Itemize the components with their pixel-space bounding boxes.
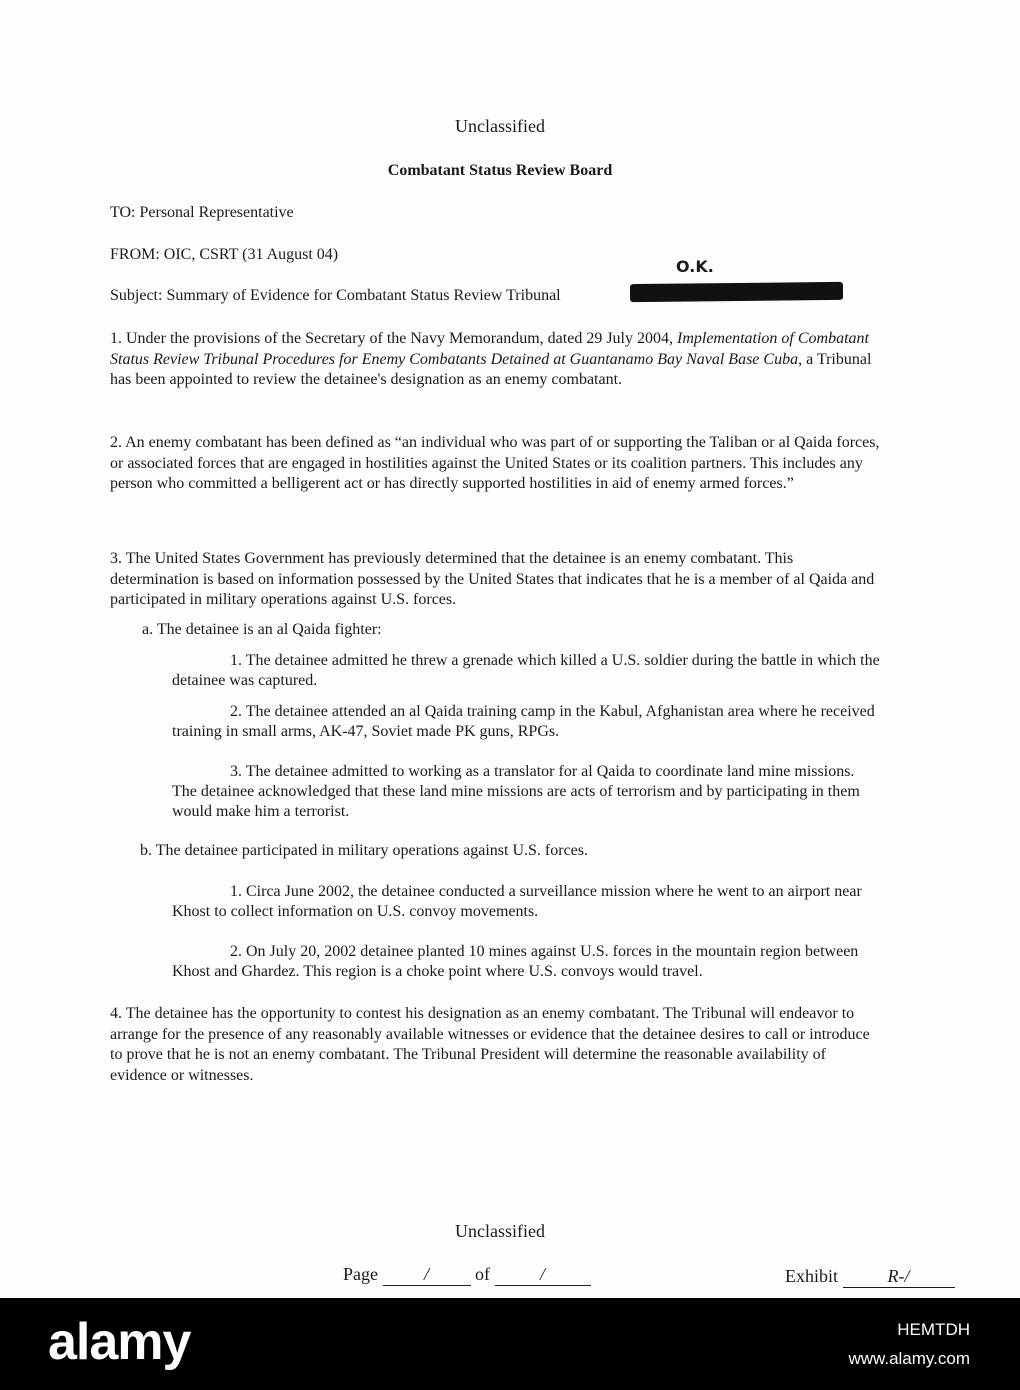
exhibit-value: R-/ (843, 1266, 955, 1288)
page-indicator (343, 1264, 591, 1286)
section-b-heading: b. The detainee participated in military operations against U.S. forces. (140, 842, 589, 859)
section-a-heading: a. The detainee is an al Qaida fighter: (142, 621, 382, 638)
redaction-bar (630, 282, 843, 302)
exhibit-label: Exhibit (785, 1266, 838, 1286)
memo-to: TO: Personal Representative (110, 204, 294, 221)
section-a-item-3: 3. The detainee admitted to working as a translator for al Qaida to coordinate land mine missions. The detainee acknowledged that these land mine missions are acts of terrorism and by participating in them would make him a terrorist. (172, 763, 860, 820)
memo-from: FROM: OIC, CSRT (31 August 04) (110, 246, 339, 263)
exhibit-indicator (785, 1266, 955, 1288)
paragraph-2: 2. An enemy combatant has been defined as “an individual who was part of or supporting the Taliban or al Qaida forces, or associated forces that are engaged in hostilities against the United States or its coalition partners. This includes any person who committed a belligerent act or has directly supported hostilities in aid of enemy armed forces.” (110, 434, 880, 492)
paragraph-4: 4. The detainee has the opportunity to contest his designation as an enemy combatant. The Tribunal will endeavor to arrange for the presence of any reasonably available witnesses or evidence that the detainee desires to call or introduce to prove that he is not an enemy combatant. The Tribunal President will determine the reasonable availability of evidence or witnesses. (110, 1005, 870, 1084)
section-a-item-2: 2. The detainee attended an al Qaida training camp in the Kabul, Afghanistan area where he received training in small arms, AK-47, Soviet made PK guns, RPGs. (172, 703, 875, 740)
section-b-item-1: 1. Circa June 2002, the detainee conducted a surveillance mission where he went to an airport near Khost to collect information on U.S. convoy movements. (172, 883, 862, 920)
image-id: HEMTDH (897, 1320, 970, 1339)
classification-header: Unclassified (455, 116, 545, 136)
paragraph-3: 3. The United States Government has previously determined that the detainee is an enemy combatant. This determination is based on information possessed by the United States that indicates that he is a member of al Qaida and participated in military operations against U.S. forces. (110, 550, 875, 608)
page-label: Page (343, 1264, 378, 1284)
alamy-logo: alamy (48, 1313, 191, 1371)
memo-subject: Subject: Summary of Evidence for Combatant Status Review Tribunal (110, 287, 561, 304)
page-total: / (495, 1264, 591, 1286)
paragraph-1: 1. Under the provisions of the Secretary of the Navy Memorandum, dated 29 July 2004, Implementation of Combatant Status Review Tribunal Procedures for Enemy Combatants Detained at Guantanamo Bay Naval Base Cuba, a Tribunal has been appointed to review the detainee's designation as an enemy combatant. (110, 330, 872, 388)
handwritten-ok-note: O.K. (676, 257, 714, 276)
section-b-item-2: 2. On July 20, 2002 detainee planted 10 mines against U.S. forces in the mountain region between Khost and Ghardez. This region is a choke point where U.S. convoys would travel. (172, 943, 859, 980)
page-number: / (383, 1264, 471, 1286)
section-a-item-1: 1. The detainee admitted he threw a grenade which killed a U.S. soldier during the battle in which the detainee was captured. (172, 652, 880, 689)
memorandum-title: Implementation of Combatant Status Review Tribunal Procedures for Enemy Combatants Detained at Guantanamo Bay Naval Base Cuba (110, 330, 869, 368)
of-label: of (475, 1264, 490, 1284)
site-url: www.alamy.com (848, 1349, 970, 1368)
classification-footer: Unclassified (455, 1221, 545, 1241)
board-title: Combatant Status Review Board (387, 162, 613, 179)
